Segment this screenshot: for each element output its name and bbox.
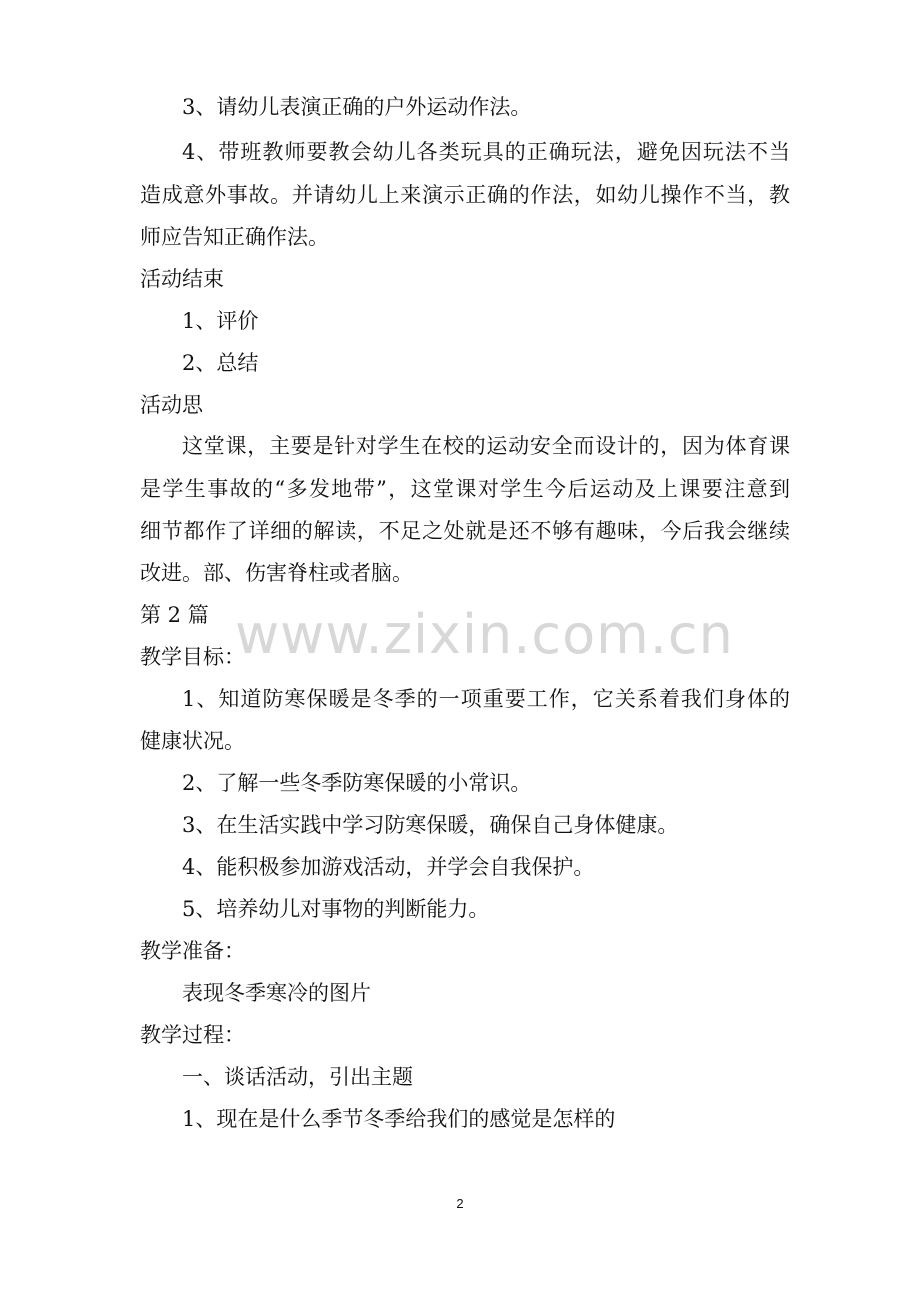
section-heading: 活动结束 [140, 267, 224, 291]
text-line: 表现冬季寒冷的图片 [182, 981, 371, 1005]
text-line: 4、带班教师要教会幼儿各类玩具的正确玩法，避免因玩法不当 [182, 140, 790, 164]
text-line: 健康状况。 [140, 729, 245, 753]
text-line: 1、知道防寒保暖是冬季的一项重要工作，它关系着我们身体的 [182, 687, 790, 711]
text-line: 一、谈话活动，引出主题 [182, 1065, 413, 1089]
text-line: 这堂课，主要是针对学生在校的运动安全而设计的，因为体育课 [182, 434, 790, 458]
text-line: 造成意外事故。并请幼儿上来演示正确的作法，如幼儿操作不当，教 [140, 183, 790, 207]
text-line: 2、了解一些冬季防寒保暖的小常识。 [182, 771, 532, 795]
text-line: 3、请幼儿表演正确的户外运动作法。 [182, 95, 532, 119]
text-line: 改进。部、伤害脊柱或者脑。 [140, 561, 413, 585]
section-heading: 教学准备： [140, 939, 245, 963]
text-line: 5、培养幼儿对事物的判断能力。 [182, 897, 490, 921]
section-heading: 第 2 篇 [140, 603, 209, 627]
section-heading: 教学过程： [140, 1023, 245, 1047]
section-heading: 活动思 [140, 393, 203, 417]
text-line: 细节都作了详细的解读，不足之处就是还不够有趣味，今后我会继续 [140, 519, 790, 543]
text-line: 2、总结 [182, 351, 259, 375]
text-line: 1、现在是什么季节冬季给我们的感觉是怎样的 [182, 1107, 616, 1131]
text-line: 3、在生活实践中学习防寒保暖，确保自己身体健康。 [182, 813, 679, 837]
watermark: www.zixin.com.cn [235, 603, 734, 666]
text-line: 1、评价 [182, 309, 259, 333]
section-heading: 教学目标： [140, 645, 245, 669]
text-line: 4、能积极参加游戏活动，并学会自我保护。 [182, 855, 595, 879]
page-number: 2 [456, 1196, 464, 1211]
text-line: 是学生事故的“多发地带”，这堂课对学生今后运动及上课要注意到 [140, 477, 790, 501]
text-line: 师应告知正确作法。 [140, 225, 329, 249]
